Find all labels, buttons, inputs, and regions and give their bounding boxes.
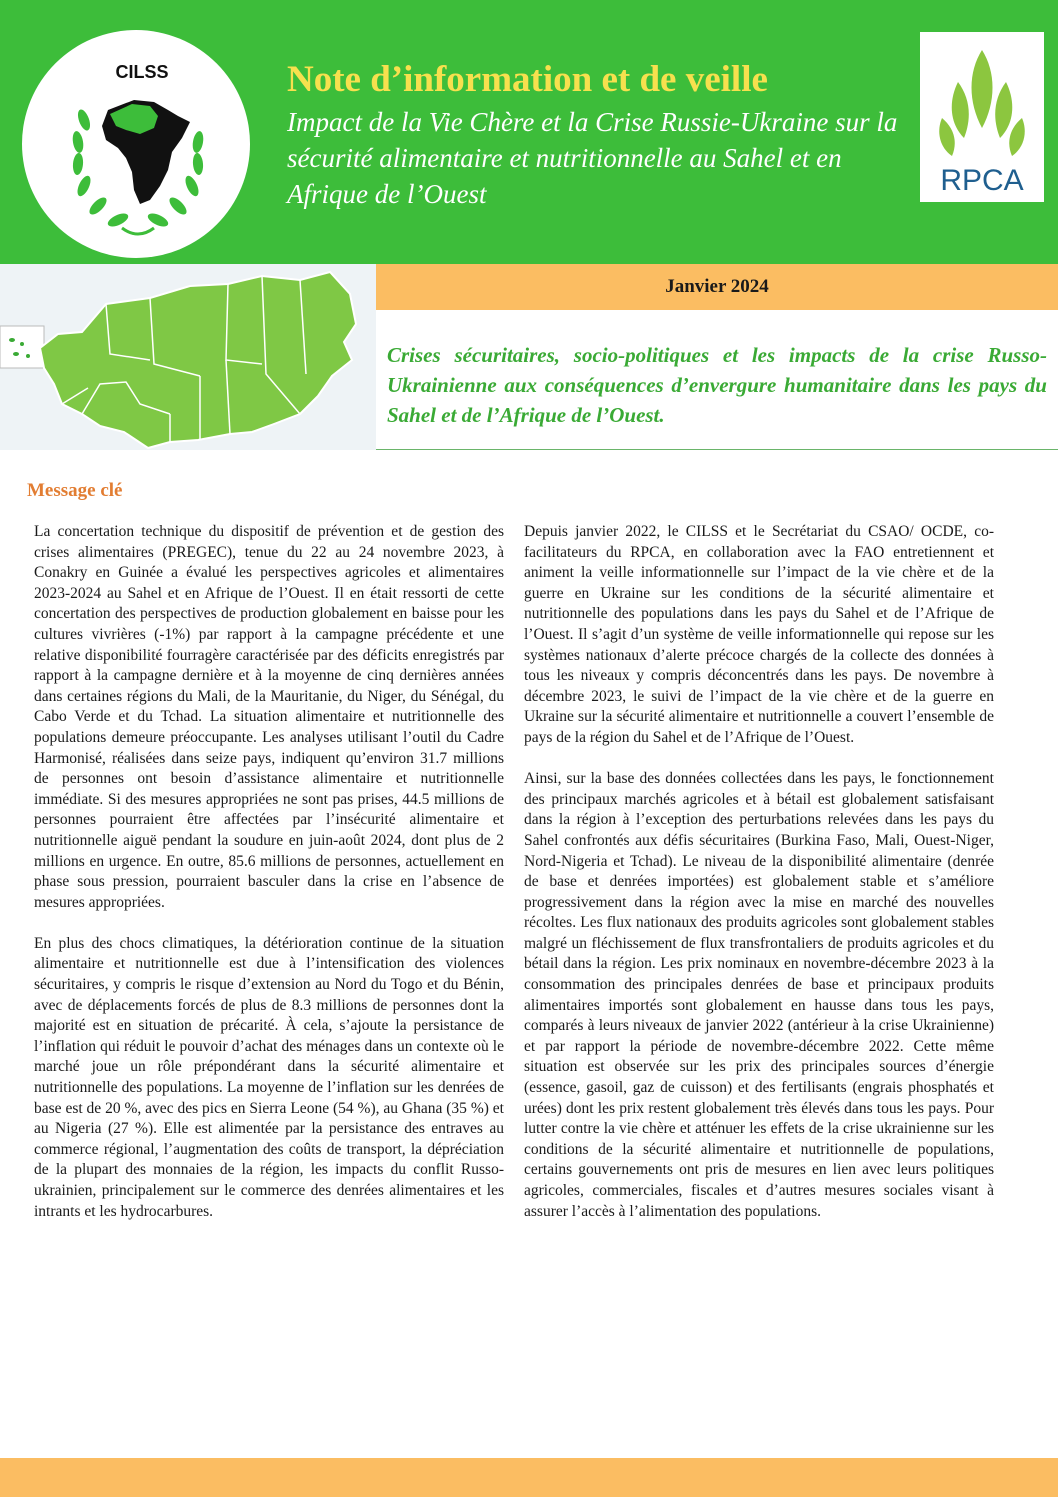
- left-column: [34, 522, 504, 1243]
- page-subtitle: Impact de la Vie Chère et la Crise Russie-Ukraine sur la sécurité alimentaire et nutritionnelle au Sahel et en Afrique de l’Ouest: [287, 107, 898, 209]
- divider: [376, 449, 1058, 450]
- rpca-logo-text: RPCA: [940, 164, 1024, 197]
- west-africa-map-icon: [0, 264, 376, 450]
- right-paragraph-1: Depuis janvier 2022, le CILSS et le Secrétariat du CSAO/ OCDE, co-facilitateurs du RPCA, en collaboration avec la FAO entretiennent et animent la veille informationnelle sur l’impact de la vie chère et de la guerre en Ukraine sur les conditions de la sécurité alimentaire et nutritionnelle des populations dans les pays du Sahel et de l’Afrique de l’Ouest. Il s’agit d’un système de veille informationnelle qui repose sur les systèmes nationaux d’alerte précoce chargés de la collecte des données à tous les niveaux y compris déconcentrés dans les pays. De novembre à décembre 2023, le suivi de l’impact de la vie chère et de la guerre en Ukraine sur la sécurité alimentaire et nutritionnelle a couvert l’ensemble de pays de la région du Sahel et de l’Afrique de l’Ouest.: [524, 523, 994, 746]
- section-title: Message clé: [27, 480, 123, 501]
- left-paragraph-2: En plus des chocs climatiques, la détérioration continue de la situation alimentaire et nutritionnelle est due à l’intensification des violences sécuritaires, y compris le risque d’extension au Nord du Togo et du Bénin, avec de déplacements forcés de plus de 8.3 millions de personnes dont la majorité est en situation de précarité. À cela, s’ajoute la persistance de l’inflation qui réduit le pouvoir d’achat des ménages dans un contexte où le marché joue un rôle prépondérant dans la sécurité alimentaire et nutritionnelle des populations. La moyenne de l’inflation sur les denrées de base est de 20 %, avec des pics en Sierra Leone (54 %), au Ghana (35 %) et au Nigeria (27 %). Elle est alimentée par la persistance des entraves au commerce régional, l’augmentation des coûts de transport, la dépréciation de la plupart des monnaies de la région, les impacts du conflit Russo-ukrainien, principalement sur le commerce des denrées alimentaires et les intrants et les hydrocarbures.: [34, 934, 504, 1220]
- lead-summary: Crises sécuritaires, socio-politiques et les impacts de la crise Russo-Ukrainienne aux conséquences d’envergure humanitaire dans les pays du Sahel et de l’Afrique de l’Ouest.: [387, 343, 1047, 427]
- rpca-leaves-icon: [920, 32, 1044, 202]
- issue-date: Janvier 2024: [665, 276, 769, 297]
- west-africa-map: [0, 264, 376, 450]
- right-column: [524, 522, 994, 1243]
- cilss-logo-text: CILSS: [115, 62, 169, 82]
- right-paragraph-2: Ainsi, sur la base des données collectées dans les pays, le fonctionnement des principaux marchés agricoles et à bétail est globalement satisfaisant dans la région à l’exception des perturbations relevées dans les pays du Sahel confrontés aux défis sécuritaires (Burkina Faso, Mali, Ouest-Niger, Nord-Nigeria et Tchad). Le niveau de la disponibilité alimentaire (denrée de base et denrées importées) est globalement stable et s’améliore progressivement dans la région avec la mise en marché des nouvelles récoltes. Les flux nationaux des produits agricoles sont globalement stables malgré un fléchissement de flux transfrontaliers de produits agricoles et du bétail dans la région. Les prix nominaux en novembre-décembre 2023 à la consommation des principales denrées de base et principaux produits alimentaires importés sont globalement en hausse dans tous les pays, comparés à leurs niveaux de janvier 2022 (antérieur à la crise Ukrainienne) et par rapport la période de novembre-décembre 2022. Cette même situation est observée sur les prix des principales sources d’énergie (essence, gasoil, gaz de cuisson) et des fertilisants (engrais phosphatés et urées) dont les prix restent globalement très élevés dans tous les pays. Pour lutter contre la vie chère et atténuer les effets de la crise ukrainienne sur les conditions de la sécurité alimentaire et nutritionnelle de populations, certains gouvernements ont pris de mesures en lien avec leurs politiques agricoles, commerciales, fiscales et d’autres mesures sociales visant à assurer l’accès à l’alimentation des populations.: [524, 770, 994, 1220]
- page-title: Note d’information et de veille: [287, 59, 768, 100]
- cilss-emblem-icon: [22, 30, 250, 258]
- footer-band: [0, 1458, 1058, 1497]
- rpca-logo: [920, 32, 1044, 202]
- left-paragraph-1: La concertation technique du dispositif de prévention et de gestion des crises alimentaires (PREGEC), tenue du 22 au 24 novembre 2023, à Conakry en Guinée a évalué les perspectives agricoles et alimentaires 2023-2024 au Sahel et en Afrique de l’Ouest. Il en était ressorti de cette concertation des perspectives de production globalement en baisse pour les cultures vivrières (-1%) par rapport à la campagne précédente et une relative disponibilité fourragère caractérisée par des déficits enregistrés par rapport à la campagne dernière et à la moyenne de cinq dernières années dans certaines régions du Mali, de la Mauritanie, du Niger, du Sénégal, du Cabo Verde et du Tchad. La situation alimentaire et nutritionnelle des populations demeure préoccupante. Les analyses utilisant l’outil du Cadre Harmonisé, réalisées dans seize pays, indiquent qu’environ 31.7 millions de personnes ont besoin d’assistance alimentaire et nutritionnelle immédiate. Si des mesures appropriées ne sont pas prises, 44.5 millions de personnes pourraient être affectées par l’insécurité alimentaire et nutritionnelle aiguë pendant la soudure en juin-août 2024, dont plus de 2 millions en urgence. En outre, 85.6 millions de personnes, actuellement en phase sous pression, pourraient basculer dans la crise en l’absence de mesures appropriées.: [34, 523, 504, 911]
- cilss-logo: [22, 30, 250, 258]
